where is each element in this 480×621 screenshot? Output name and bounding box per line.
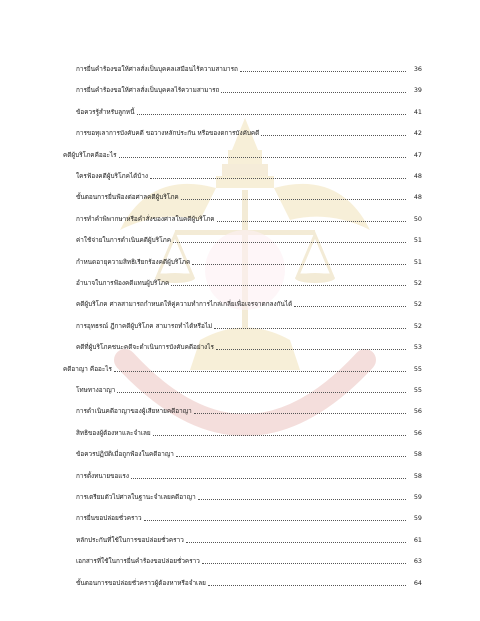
dot-leader bbox=[137, 114, 407, 115]
toc-entry[interactable] bbox=[76, 213, 422, 225]
toc-entry[interactable] bbox=[76, 448, 422, 460]
dot-leader bbox=[216, 349, 406, 350]
toc-entry-page-number: 47 bbox=[413, 150, 422, 159]
toc-entry[interactable] bbox=[76, 234, 422, 246]
toc-entry-title: ข้อควรปฏิบัติเมื่อถูกฟ้องในคดีอาญา bbox=[76, 450, 174, 459]
dot-leader bbox=[117, 392, 406, 393]
toc-entry-page-number: 58 bbox=[413, 471, 422, 480]
dot-leader bbox=[202, 563, 406, 564]
toc-entry[interactable] bbox=[76, 512, 422, 524]
dot-leader bbox=[131, 478, 406, 479]
toc-entry-page-number: 61 bbox=[413, 535, 422, 544]
dot-leader bbox=[294, 306, 406, 307]
toc-entry-title: การดำเนินคดีอาญาของผู้เสียหายคดีอาญา bbox=[76, 407, 192, 416]
dot-leader bbox=[217, 221, 406, 222]
toc-entry[interactable] bbox=[76, 127, 422, 139]
toc-entry-page-number: 64 bbox=[413, 578, 422, 587]
dot-leader bbox=[208, 585, 406, 586]
toc-entry-page-number: 59 bbox=[413, 493, 422, 501]
toc-entry-title: การยื่นคำร้องขอให้ศาลสั่งเป็นบุคคลเสมือนไร้ความสามารถ bbox=[76, 65, 238, 73]
dot-leader bbox=[198, 499, 406, 500]
dot-leader bbox=[186, 542, 406, 543]
toc-entry[interactable] bbox=[76, 555, 422, 567]
toc-entry-page-number: 53 bbox=[413, 343, 422, 352]
toc-entry[interactable] bbox=[76, 277, 422, 289]
toc-entry-page-number: 48 bbox=[413, 172, 422, 180]
toc-entry-title: ค่าใช้จ่ายในการดำเนินคดีผู้บริโภค bbox=[76, 236, 172, 245]
toc-entry-page-number: 41 bbox=[413, 107, 422, 116]
dot-leader bbox=[176, 456, 406, 457]
dot-leader bbox=[173, 242, 406, 243]
toc-entry-title: โทษทางอาญา bbox=[76, 386, 116, 394]
toc-entry[interactable] bbox=[76, 170, 422, 182]
toc-entry-title: การตั้งทนายขอแรง bbox=[76, 471, 129, 480]
toc-entry-page-number: 39 bbox=[413, 86, 422, 95]
toc-entry-title: สิทธิของผู้ต้องหาและจำเลย bbox=[76, 428, 151, 437]
toc-entry-title: คดีผู้บริโภคคืออะไร bbox=[63, 150, 117, 159]
toc-entry-title: การขอทุเลาการบังคับคดี ขอวางหลักประกัน หรือของดการบังคับคดี bbox=[76, 129, 260, 138]
toc-entry-title: การยื่นคำร้องขอให้ศาลสั่งเป็นบุคคลไร้ความสามารถ bbox=[76, 86, 220, 95]
dot-leader bbox=[171, 285, 406, 286]
toc-entry-title: การเตรียมตัวไปศาลในฐานะจำเลยคดีอาญา bbox=[76, 493, 196, 501]
dot-leader bbox=[221, 92, 406, 93]
toc-entry-page-number: 52 bbox=[413, 279, 422, 287]
toc-entry[interactable] bbox=[76, 491, 422, 503]
toc-entry-page-number: 51 bbox=[413, 236, 422, 245]
dot-leader bbox=[150, 178, 406, 179]
toc-entry-page-number: 56 bbox=[413, 407, 422, 416]
toc-entry-page-number: 52 bbox=[413, 321, 422, 330]
dot-leader bbox=[194, 413, 406, 414]
toc-entry-page-number: 50 bbox=[413, 214, 422, 223]
toc-entry-page-number: 59 bbox=[413, 514, 422, 523]
toc-entry-page-number: 52 bbox=[413, 300, 422, 309]
toc-entry[interactable] bbox=[76, 320, 422, 332]
dot-leader bbox=[144, 520, 406, 521]
toc-entry[interactable] bbox=[76, 191, 422, 203]
dot-leader bbox=[153, 435, 406, 436]
toc-entry-title: ข้อควรรู้สำหรับลูกหนี้ bbox=[76, 107, 135, 116]
toc-entry-title: เอกสารที่ใช้ในการยื่นคำร้องขอปล่อยชั่วคราว bbox=[76, 557, 200, 566]
toc-entry-title: คดีผู้บริโภค ศาลสามารถกำหนดให้คู่ความทำการไกล่เกลี่ยเพื่อเจรจาตกลงกันได้ bbox=[76, 300, 293, 309]
toc-entry-title: การยื่นขอปล่อยชั่วคราว bbox=[76, 514, 142, 523]
toc-entry-title: คดีอาญา คืออะไร bbox=[63, 364, 112, 373]
dot-leader bbox=[240, 71, 406, 72]
toc-entry[interactable] bbox=[76, 106, 422, 118]
toc-entry-title: กำหนดอายุความสิทธิเรียกร้องคดีผู้บริโภค bbox=[76, 257, 191, 266]
dot-leader bbox=[114, 371, 406, 372]
dot-leader bbox=[181, 199, 406, 200]
dot-leader bbox=[261, 135, 406, 136]
toc-entry[interactable] bbox=[76, 577, 422, 589]
toc-entry-title: การทำคำพิพากษาหรือคำสั่งของศาลในคดีผู้บริโภค bbox=[76, 214, 215, 223]
toc-entry[interactable] bbox=[63, 149, 422, 161]
toc-entry[interactable] bbox=[76, 341, 422, 353]
toc-entry[interactable] bbox=[76, 427, 422, 439]
toc-entry-title: หลักประกันที่ใช้ในการขอปล่อยชั่วคราว bbox=[76, 535, 184, 544]
toc-entry-page-number: 56 bbox=[413, 428, 422, 437]
toc-entry-title: ขั้นตอนการขอปล่อยชั่วคราวผู้ต้องหาหรือจำเลย bbox=[76, 578, 206, 587]
toc-entry[interactable] bbox=[76, 470, 422, 482]
toc-entry-page-number: 58 bbox=[413, 450, 422, 459]
dot-leader bbox=[119, 157, 406, 158]
toc-entry[interactable] bbox=[76, 63, 422, 75]
toc-entry[interactable] bbox=[76, 384, 422, 396]
toc-entry[interactable] bbox=[63, 363, 422, 375]
dot-leader bbox=[192, 264, 406, 265]
toc-entry-page-number: 63 bbox=[413, 557, 422, 566]
toc-entry-page-number: 36 bbox=[413, 65, 422, 73]
toc-entry-title: ขั้นตอนการยื่นฟ้องต่อศาลคดีผู้บริโภค bbox=[76, 193, 179, 202]
toc-entry-page-number: 55 bbox=[413, 386, 422, 394]
dot-leader bbox=[214, 328, 406, 329]
toc-entry[interactable] bbox=[76, 534, 422, 546]
toc-entry-page-number: 55 bbox=[413, 364, 422, 373]
toc-entry[interactable] bbox=[76, 84, 422, 96]
toc-entry-title: การอุทธรณ์ ฎีกาคดีผู้บริโภค สามารถทำได้หรือไม่ bbox=[76, 321, 213, 330]
toc-entry-page-number: 42 bbox=[413, 129, 422, 138]
toc-entry[interactable] bbox=[76, 405, 422, 417]
toc-entry[interactable] bbox=[76, 298, 422, 310]
toc-entry-title: คดีที่ผู้บริโภคชนะคดีจะดำเนินการบังคับคดีอย่างไร bbox=[76, 343, 214, 352]
toc-entry-title: ใครฟ้องคดีผู้บริโภคได้บ้าง bbox=[76, 172, 149, 180]
toc-entry-page-number: 51 bbox=[413, 257, 422, 266]
toc-entry-title: อำนาจในการฟ้องคดีแทนผู้บริโภค bbox=[76, 279, 170, 287]
toc-entry-page-number: 48 bbox=[413, 193, 422, 202]
toc-entry[interactable] bbox=[76, 256, 422, 268]
